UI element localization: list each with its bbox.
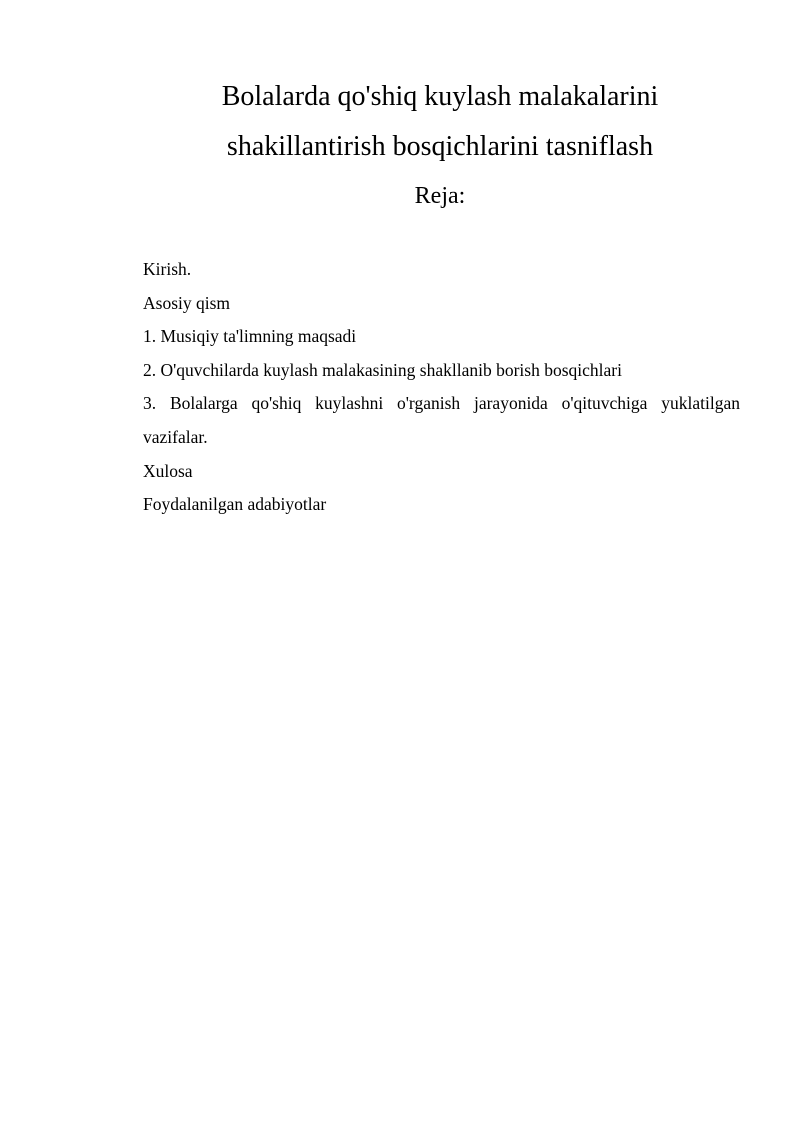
plan-item-2: 2. O'quvchilarda kuylash malakasining shakllanib borish bosqichlari	[143, 359, 622, 380]
document-title-line-2: shakillantirish bosqichlarini tasniflash	[226, 131, 654, 162]
plan-item-introduction: Kirish.	[143, 259, 192, 279]
document-title	[140, 72, 740, 172]
plan-item-references: Foydalanilgan adabiyotlar	[143, 494, 327, 515]
plan-list	[143, 253, 740, 522]
plan-item-main-part: Asosiy qism	[143, 292, 231, 313]
plan-heading: Reja:	[414, 183, 466, 209]
plan-item-3: 3. Bolalarga qo'shiq kuylashni o'rganish jarayonida o'qituvchiga yuklatilgan vazifalar.	[143, 393, 740, 447]
plan-item-conclusion: Xulosa	[143, 460, 193, 481]
plan-item-1: 1. Musiqiy ta'limning maqsadi	[143, 326, 357, 347]
document-title-line-1: Bolalarda qo'shiq kuylash malakalarini	[221, 81, 659, 112]
